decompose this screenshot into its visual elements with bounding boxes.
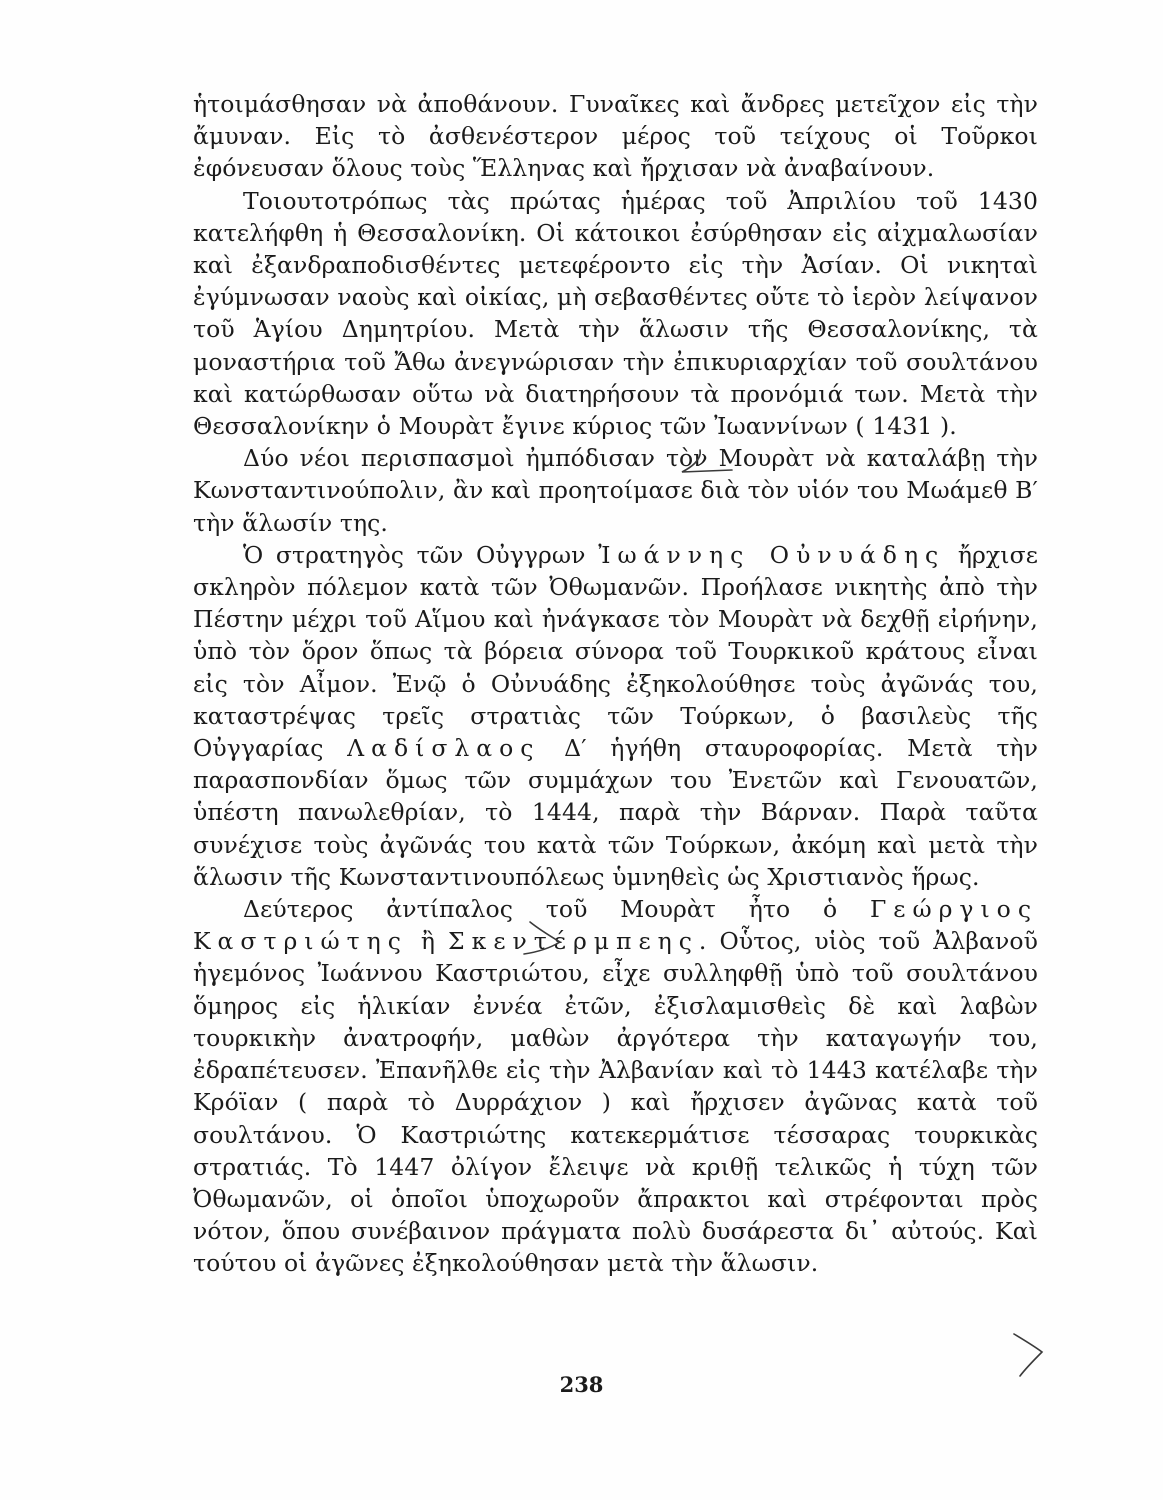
paragraph-2 [193,185,1038,443]
paragraph-4 [193,539,1038,893]
paragraph-1-text: ἡτοιμάσθησαν νὰ ἀποθάνουν. Γυναῖκες καὶ ἄνδρες μετεῖχον εἰς τὴν ἄμυναν. Εἰς τὸ ἀσθενέστερον μέρος τοῦ τείχους οἱ Τοῦρκοι ἐφόνευσαν ὅλους τοὺς Ἕλληνας καὶ ἤρχισαν νὰ ἀναβαίνουν. [193,90,1038,183]
paragraph-4-text-c: Δ′ ἡγήθη σταυροφορίας. Μετὰ τὴν παρασπονδίαν ὅμως τῶν συμμάχων του Ἐνετῶν καὶ Γενουατῶν, ὑπέστη πανωλεθρίαν, τὸ 1444, παρὰ τὴν Βάρναν. Παρὰ ταῦτα συνέχισε τοὺς ἀγῶνάς του κατὰ τῶν Τούρκων, ἀκόμη καὶ μετὰ τὴν ἅλωσιν τῆς Κωνσταντινουπόλεως ὑμνηθεὶς ὡς Χριστιανὸς ἥρως. [193,734,1038,891]
name-ioannis-ounyadis: Ἰωάννης Οὐνυάδης [598,540,946,569]
name-georgios-kastriotis: Γεώργιος Καστριώτης [193,895,1038,956]
paragraph-3-text: Δύο νέοι περισπασμοὶ ἠμπόδισαν τὸν Μουρὰτ νὰ καταλάβῃ τὴν Κωνσταντινούπολιν, ἂν καὶ προητοίμασε διὰ τὸν υἱόν του Μωάμεθ Β′ τὴν ἅλωσίν της. [193,444,1038,537]
paragraph-5-text-c: . Οὗτος, υἱὸς τοῦ Ἀλβανοῦ ἡγεμόνος Ἰωάννου Καστριώτου, εἶχε συλληφθῇ ὑπὸ τοῦ σουλτάνου ὅμηρος εἰς ἡλικίαν ἐννέα ἐτῶν, ἐξισλαμισθεὶς δὲ καὶ λαβὼν τουρκικὴν ἀνατροφήν, μαθὼν ἀργότερα τὴν καταγωγήν του, ἐδραπέτευσεν. Ἐπανῆλθε εἰς τὴν Ἀλβανίαν καὶ τὸ 1443 κατέλαβε τὴν Κρόϊαν ( παρὰ τὸ Δυρράχιον ) καὶ ἤρχισεν ἀγῶνας κατὰ τοῦ σουλτάνου. Ὁ Καστριώτης κατεκερμάτισε τέσσαρας τουρκικὰς στρατιάς. Τὸ 1447 ὀλίγον ἔλειψε νὰ κριθῇ τελικῶς ἡ τύχη τῶν Ὀθωμανῶν, οἱ ὁποῖοι ὑποχωροῦν ἄπρακτοι καὶ στρέφονται πρὸς νότον, ὅπου συνέβαινον πράγματα πολὺ δυσάρεστα δι᾽ αὐτούς. Καὶ τούτου οἱ ἀγῶνες ἐξηκολούθησαν μετὰ τὴν ἅλωσιν. [193,927,1038,1278]
paragraph-5-text-b: ἢ [407,927,449,956]
body-text [193,88,1038,1280]
paragraph-1 [193,88,1038,185]
name-ladislaos: Λαδίσλαος [347,734,541,763]
paragraph-2-text: Τοιουτοτρόπως τὰς πρώτας ἡμέρας τοῦ Ἀπριλίου τοῦ 1430 κατελήφθη ἡ Θεσσαλονίκη. Οἱ κάτοικοι ἐσύρθησαν εἰς αἰχμαλωσίαν καὶ ἐξανδραποδισθέντες μετεφέροντο εἰς τὴν Ἀσίαν. Οἱ νικηταὶ ἐγύμνωσαν ναοὺς καὶ οἰκίας, μὴ σεβασθέντες οὔτε τὸ ἱερὸν λείψανον τοῦ Ἁγίου Δημητρίου. Μετὰ τὴν ἅλωσιν τῆς Θεσσαλονίκης, τὰ μοναστήρια τοῦ Ἄθω ἀνεγνώρισαν τὴν ἐπικυριαρχίαν τοῦ σουλτάνου καὶ κατώρθωσαν οὕτω νὰ διατηρήσουν τὰ προνόμιά των. Μετὰ τὴν Θεσσαλονίκην ὁ Μουρὰτ ἔγινε κύριος τῶν Ἰωαννίνων ( 1431 ). [193,186,1038,441]
name-skenderbeis: Σκεντέρμπεης [448,927,699,956]
paragraph-4-text-a: Ὁ στρατηγὸς τῶν Οὐγγρων [243,540,599,569]
paragraph-4-text-b: ἤρχισε σκληρὸν πόλεμον κατὰ τῶν Ὀθωμανῶν. Προήλασε νικητὴς ἀπὸ τὴν Πέστην μέχρι τοῦ Αἵμου καὶ ἠνάγκασε τὸν Μουρὰτ νὰ δεχθῇ εἰρήνην, ὑπὸ τὸν ὅρον ὅπως τὰ βόρεια σύνορα τοῦ Τουρκικοῦ κράτους εἶναι εἰς τὸν Αἶμον. Ἐνῷ ὁ Οὐνυάδης ἐξηκολούθησε τοὺς ἀγῶνάς του, καταστρέψας τρεῖς στρατιὰς τῶν Τούρκων, ὁ βασιλεὺς τῆς Οὐγγαρίας [193,540,1038,763]
paragraph-5-text-a: Δεύτερος ἀντίπαλος τοῦ Μουρὰτ ἦτο ὁ [243,895,870,924]
paragraph-3 [193,442,1038,539]
page-number: 238 [559,1372,604,1397]
paragraph-5 [193,893,1038,1279]
